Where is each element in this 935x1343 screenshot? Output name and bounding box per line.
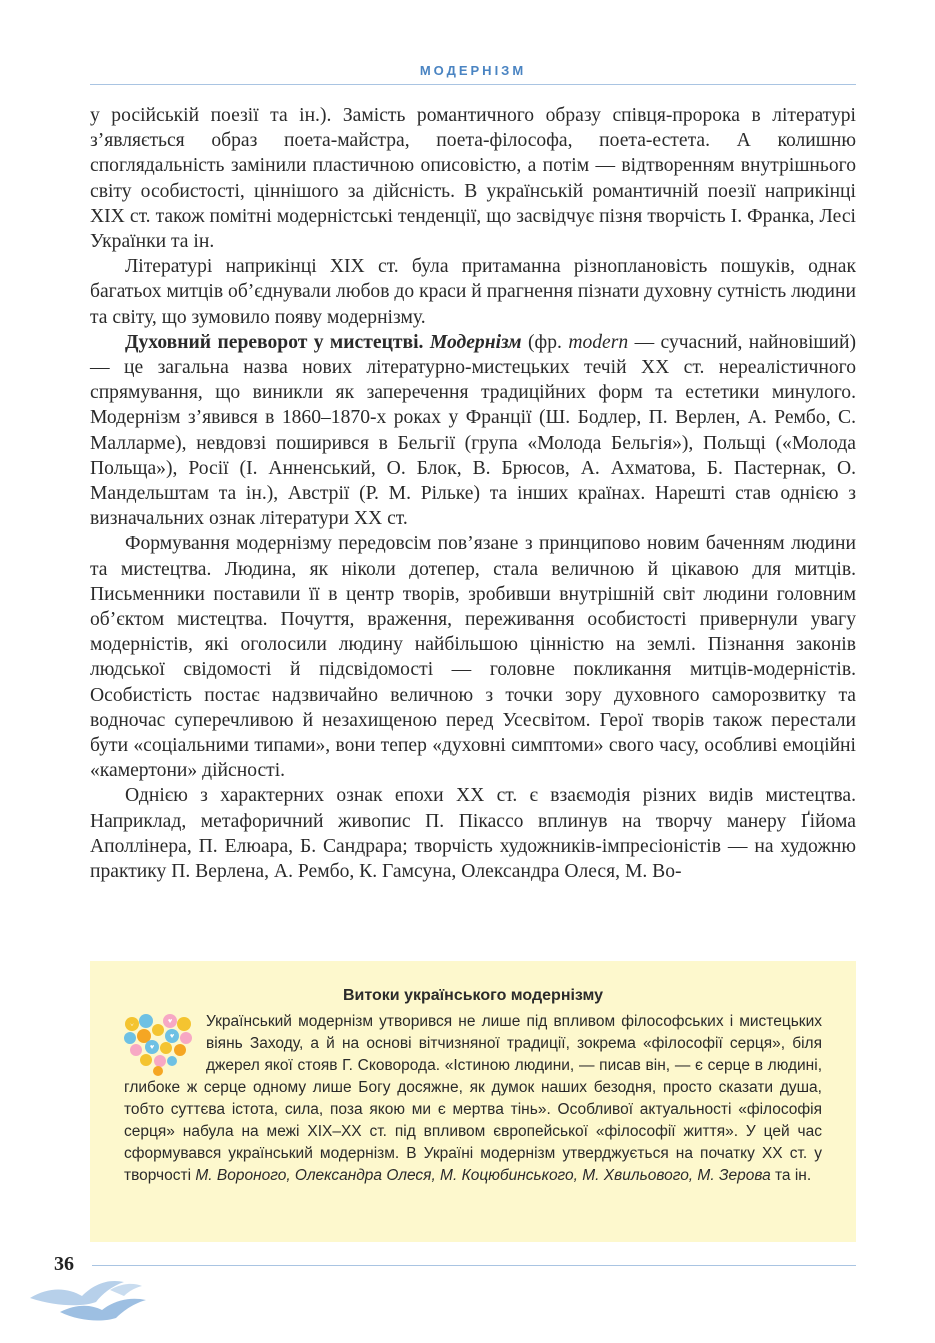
- paragraph-3-text-a: (фр.: [521, 331, 569, 353]
- term-modernism: Модернізм: [429, 331, 522, 353]
- info-box: [90, 961, 856, 1242]
- footer-rule: [92, 1265, 856, 1266]
- heart-of-hearts-icon: [122, 1014, 194, 1076]
- flying-birds-icon: [20, 1268, 170, 1326]
- paragraph-4: Формування модернізму передовсім пов’язане з принципово новим баченням людини та мистецтва. Людина, як ніколи дотепер, стала величною й цікавою для митців. Письменники поставили її в центр творів, зробивши внутрішній світ людини головним об’єктом мистецтва. Почуття, враження, переживання особистості привернули увагу модерністів, які оголосили людину найбільшою цінністю на землі. Пізнання законів людської свідомості й підсвідомості — головне покликання митців-модерністів. Особистість постає надзвичайно величною з точки зору духовного саморозвитку та водночас суперечливою й незахищеною перед Усесвітом. Герої творів також перестали бути «соціальними типами», вони тепер «духовні симптоми» свого часу, особливі емоційні «камертони» дійсності.: [90, 533, 856, 782]
- paragraph-3-text-b: — сучасний, найновіший) — це загальна назва нових літературно-мистецьких течій ХХ ст. нереалістичного спрямування, що виникли як заперечення традиційних форм та естетики минулого. Модернізм з’явився в 1860–1870-х роках у Франції (Ш. Бодлер, П. Верлен, А. Рембо, С. Малларме), невдовзі поширився в Бельгії (група «Молода Бельгія»), Польщі («Молода Польща»), Росії (І. Анненський, О. Блок, В. Брюсов, А. Ахматова, Б. Пастернак, О. Мандельштам та ін.), Австрії (Р. М. Рільке) та інших країнах. Нарешті став однією з визначальних ознак літератури ХХ ст.: [90, 331, 856, 530]
- info-box-title: Витоки українського модернізму: [343, 987, 603, 1004]
- info-box-tail: та ін.: [770, 1167, 812, 1184]
- info-box-text: [124, 1011, 822, 1187]
- running-header: МОДЕРНІЗМ: [419, 63, 527, 78]
- paragraph-1: у російській поезії та ін.). Замість романтичного образу співця-пророка в літературі з’являється образ поета-майстра, поета-філософа, поета-естета. А колишню споглядальність замінили пластичною описовістю, а потім — відтворенням внутрішнього світу особистості, ціннішого за дійсність. В українській романтичній поезії наприкінці ХІХ ст. також помітні модерністські тенденції, що засвідчує пізня творчість І. Франка, Лесі Українки та ін.: [90, 105, 856, 253]
- info-box-names: М. Вороного, Олександра Олеся, М. Коцюбинського, М. Хвильового, М. Зерова: [195, 1167, 771, 1184]
- foreign-word: modern: [568, 331, 629, 353]
- main-text: [90, 103, 856, 884]
- section-heading: Духовний переворот у мистецтві.: [125, 331, 424, 353]
- paragraph-3: [90, 330, 856, 532]
- header-rule: [90, 84, 856, 85]
- paragraph-2: Літературі наприкінці ХІХ ст. була притаманна різноплановість пошуків, однак багатьох митців об’єднували любов до краси й прагнення пізнати духовну сутність людини та світу, що зумовило появу модернізму.: [90, 256, 856, 328]
- page-number: 36: [54, 1253, 74, 1275]
- info-box-main-text: Український модернізм утворився не лише під впливом філософських і мистецьких віянь Заходу, а й на основі вітчизняної традиції, зокрема «філософії серця», біля джерел якої стояв Г. Сковорода. «Істиною людини, — писав він, — є серце в людині, глибоке ж серце одному лише Богу досяжне, як думок наших безодня, просто сказати душа, тобто суттєва істота, сила, поза якою ми є мертва тінь». Особливої актуальності «філософія серця» набула на межі ХІХ–ХХ ст. під впливом європейської «філософії життя». У цей час сформувався український модернізм. В Україні модернізм утверджується на початку ХХ ст. у творчості: [124, 1013, 822, 1184]
- paragraph-5: Однією з характерних ознак епохи ХХ ст. є взаємодія різних видів мистецтва. Наприклад, метафоричний живопис П. Пікассо вплинув на творчу манеру Ґійома Аполлінера, П. Елюара, Б. Сандрара; творчість художників-імпресіоністів — на художню практику П. Верлена, А. Рембо, К. Гамсуна, Олександра Олеся, М. Во-: [90, 785, 856, 883]
